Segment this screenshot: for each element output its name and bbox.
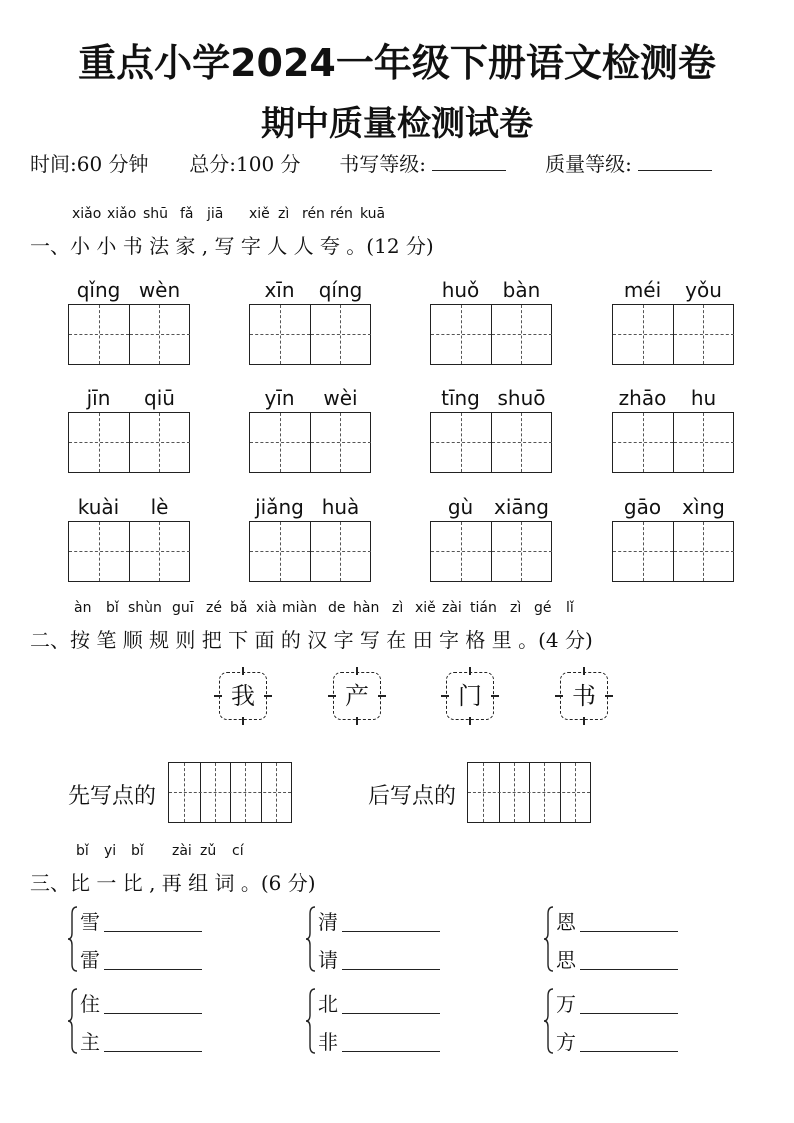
exam-time: 时间:60 分钟 <box>30 152 149 176</box>
answer-blank[interactable] <box>342 931 440 932</box>
pinyin: lǐ <box>566 600 574 616</box>
tianzige-cell[interactable] <box>674 413 734 472</box>
pinyin: jīn <box>86 386 111 410</box>
pinyin: shū <box>143 206 169 222</box>
pinyin: kuài <box>77 495 120 519</box>
compare-char: 恩 <box>556 910 576 934</box>
pinyin: bǎ <box>230 600 248 616</box>
pinyin: gù <box>447 495 474 519</box>
answer-blank[interactable] <box>104 1013 202 1014</box>
tianzige-cell[interactable] <box>674 305 734 364</box>
section2-heading: 二、按 笔 顺 规 则 把 下 面 的 汉 字 写 在 田 字 格 里 。(4 分) <box>30 628 593 652</box>
compare-group <box>544 988 704 1058</box>
tianzige-grid[interactable] <box>68 412 190 473</box>
tianzige-cell[interactable] <box>69 413 129 472</box>
pinyin: qiū <box>144 386 175 410</box>
pinyin: hàn <box>353 600 380 616</box>
tianzige-cell[interactable] <box>492 305 552 364</box>
tianzige-cell[interactable] <box>492 413 552 472</box>
tick-mark <box>491 695 499 697</box>
pinyin: bǐ <box>76 843 89 859</box>
pinyin-row <box>249 278 371 302</box>
pinyin: guī <box>172 600 194 616</box>
compare-group <box>306 988 466 1058</box>
exam-subtitle: 期中质量检测试卷 <box>261 104 533 144</box>
pinyin: jiǎng <box>255 495 304 519</box>
pinyin: rén <box>330 206 353 222</box>
pinyin: àn <box>74 600 92 616</box>
pinyin-row <box>430 495 552 519</box>
tianzige-grid[interactable] <box>612 304 734 365</box>
compare-char: 方 <box>556 1030 576 1054</box>
pinyin-row <box>430 386 552 410</box>
compare-char: 主 <box>80 1030 100 1054</box>
pinyin: xiǎo <box>107 206 137 222</box>
pinyin: tīng <box>441 386 480 410</box>
tianzige-cell[interactable] <box>311 413 371 472</box>
first-dot-writing-grid[interactable] <box>168 762 292 823</box>
pinyin: huǒ <box>441 278 480 302</box>
answer-blank[interactable] <box>342 969 440 970</box>
tianzige-cell[interactable] <box>431 522 491 581</box>
answer-blank[interactable] <box>342 1013 440 1014</box>
tick-mark <box>469 667 471 675</box>
tianzige-cell[interactable] <box>69 305 129 364</box>
tianzige-grid[interactable] <box>249 412 371 473</box>
brace-icon <box>306 906 316 972</box>
pinyin: zì <box>510 600 522 616</box>
tick-mark <box>356 667 358 675</box>
pinyin: xià <box>256 600 277 616</box>
tianzige-grid[interactable] <box>430 304 552 365</box>
pinyin: de <box>328 600 346 616</box>
compare-char: 雪 <box>80 910 100 934</box>
tick-mark <box>605 695 613 697</box>
char-box <box>560 672 608 720</box>
pinyin: xìng <box>682 495 725 519</box>
tianzige-grid[interactable] <box>249 521 371 582</box>
pinyin: bǐ <box>131 843 144 859</box>
tick-mark <box>469 717 471 725</box>
pinyin: qǐng <box>76 278 121 302</box>
pinyin-row <box>430 278 552 302</box>
brace-icon <box>68 988 78 1054</box>
section1-pinyin <box>0 206 794 224</box>
answer-blank[interactable] <box>342 1051 440 1052</box>
tianzige-grid[interactable] <box>612 521 734 582</box>
compare-group <box>68 988 228 1058</box>
exam-total-score: 总分:100 分 <box>189 152 301 176</box>
pinyin-row <box>68 495 190 519</box>
pinyin: hu <box>690 386 717 410</box>
tick-mark <box>214 695 222 697</box>
char: 产 <box>345 682 369 710</box>
exam-title: 重点小学2024一年级下册语文检测卷 <box>78 41 716 85</box>
compare-group <box>544 906 704 976</box>
tianzige-grid[interactable] <box>612 412 734 473</box>
compare-char: 北 <box>318 992 338 1016</box>
pinyin: fǎ <box>180 206 194 222</box>
brace-icon <box>306 988 316 1054</box>
section3-heading: 三、比 一 比 , 再 组 词 。(6 分) <box>30 871 316 895</box>
quality-grade-label: 质量等级: <box>545 152 632 176</box>
section3-pinyin <box>0 843 794 861</box>
pinyin: kuā <box>360 206 386 222</box>
tianzige-cell[interactable] <box>431 305 491 364</box>
tick-mark <box>441 695 449 697</box>
brace-icon <box>544 906 554 972</box>
tianzige-grid[interactable] <box>430 412 552 473</box>
pinyin: méi <box>623 278 662 302</box>
tianzige-grid[interactable] <box>249 304 371 365</box>
compare-char: 思 <box>556 948 576 972</box>
tianzige-cell[interactable] <box>311 305 371 364</box>
answer-blank[interactable] <box>580 931 678 932</box>
pinyin: yīn <box>264 386 295 410</box>
tianzige-grid[interactable] <box>68 521 190 582</box>
tianzige-cell[interactable] <box>492 522 552 581</box>
pinyin: shùn <box>128 600 162 616</box>
compare-char: 非 <box>318 1030 338 1054</box>
tick-mark <box>378 695 386 697</box>
section2-pinyin <box>0 600 794 618</box>
pinyin: gé <box>534 600 552 616</box>
tianzige-cell[interactable] <box>613 413 673 472</box>
tianzige-cell[interactable] <box>130 522 190 581</box>
tianzige-cell[interactable] <box>431 413 491 472</box>
pinyin-row <box>68 278 190 302</box>
tianzige-cell[interactable] <box>130 305 190 364</box>
pinyin: xiě <box>249 206 270 222</box>
first-dot-label: 先写点的 <box>68 784 157 809</box>
answer-blank[interactable] <box>580 1013 678 1014</box>
pinyin: yǒu <box>685 278 722 302</box>
pinyin: huà <box>321 495 360 519</box>
tianzige-cell[interactable] <box>250 305 310 364</box>
pinyin: bàn <box>502 278 541 302</box>
pinyin: bǐ <box>106 600 119 616</box>
pinyin: zé <box>206 600 222 616</box>
pinyin: zì <box>392 600 404 616</box>
compare-group <box>306 906 466 976</box>
tick-mark <box>328 695 336 697</box>
pinyin: qíng <box>318 278 363 302</box>
compare-char: 万 <box>556 992 576 1016</box>
answer-blank[interactable] <box>104 931 202 932</box>
answer-blank[interactable] <box>580 969 678 970</box>
pinyin: zhāo <box>618 386 667 410</box>
tianzige-cell[interactable] <box>674 522 734 581</box>
pinyin: wèn <box>138 278 181 302</box>
pinyin: shuō <box>497 386 546 410</box>
tianzige-cell[interactable] <box>69 522 129 581</box>
tick-mark <box>555 695 563 697</box>
handwriting-grade-blank[interactable] <box>432 169 506 171</box>
tick-mark <box>242 717 244 725</box>
section1-heading: 一、小 小 书 法 家 , 写 字 人 人 夸 。(12 分) <box>30 234 434 258</box>
brace-icon <box>544 988 554 1054</box>
compare-group <box>68 906 228 976</box>
quality-grade-blank[interactable] <box>638 169 712 171</box>
brace-icon <box>68 906 78 972</box>
last-dot-label: 后写点的 <box>368 784 457 809</box>
tick-mark <box>242 667 244 675</box>
compare-char: 清 <box>318 910 338 934</box>
answer-blank[interactable] <box>104 969 202 970</box>
compare-char: 住 <box>80 992 100 1016</box>
pinyin-row <box>612 495 734 519</box>
pinyin: zài <box>442 600 462 616</box>
pinyin: jiā <box>207 206 224 222</box>
tick-mark <box>583 717 585 725</box>
pinyin: xiāng <box>493 495 550 519</box>
pinyin: xiǎo <box>72 206 102 222</box>
pinyin: zì <box>278 206 290 222</box>
answer-blank[interactable] <box>104 1051 202 1052</box>
tianzige-grid[interactable] <box>430 521 552 582</box>
pinyin-row <box>612 278 734 302</box>
char-box <box>333 672 381 720</box>
tianzige-cell[interactable] <box>250 522 310 581</box>
pinyin: zài <box>172 843 192 859</box>
pinyin-row <box>68 386 190 410</box>
compare-char: 请 <box>318 948 338 972</box>
char-box <box>446 672 494 720</box>
pinyin: xiě <box>415 600 436 616</box>
pinyin: miàn <box>282 600 317 616</box>
char: 我 <box>231 682 255 710</box>
pinyin-row <box>249 386 371 410</box>
pinyin: cí <box>232 843 244 859</box>
char: 门 <box>458 682 482 710</box>
pinyin: yi <box>104 843 117 859</box>
pinyin: gāo <box>623 495 662 519</box>
handwriting-grade-label: 书写等级: <box>339 152 427 176</box>
answer-blank[interactable] <box>580 1051 678 1052</box>
tianzige-cell[interactable] <box>613 305 673 364</box>
tick-mark <box>356 717 358 725</box>
tick-mark <box>583 667 585 675</box>
char: 书 <box>572 682 596 710</box>
tianzige-cell[interactable] <box>130 413 190 472</box>
pinyin: tián <box>470 600 497 616</box>
pinyin-row <box>612 386 734 410</box>
pinyin: wèi <box>323 386 358 410</box>
tianzige-cell[interactable] <box>613 522 673 581</box>
compare-char: 雷 <box>80 948 100 972</box>
pinyin: lè <box>150 495 169 519</box>
last-dot-writing-grid[interactable] <box>467 762 591 823</box>
tianzige-grid[interactable] <box>68 304 190 365</box>
char-box <box>219 672 267 720</box>
tianzige-cell[interactable] <box>250 413 310 472</box>
tick-mark <box>264 695 272 697</box>
pinyin: rén <box>302 206 325 222</box>
pinyin-row <box>249 495 371 519</box>
exam-info-line <box>30 148 770 177</box>
pinyin: zǔ <box>200 843 217 859</box>
tianzige-cell[interactable] <box>311 522 371 581</box>
pinyin: xīn <box>264 278 295 302</box>
